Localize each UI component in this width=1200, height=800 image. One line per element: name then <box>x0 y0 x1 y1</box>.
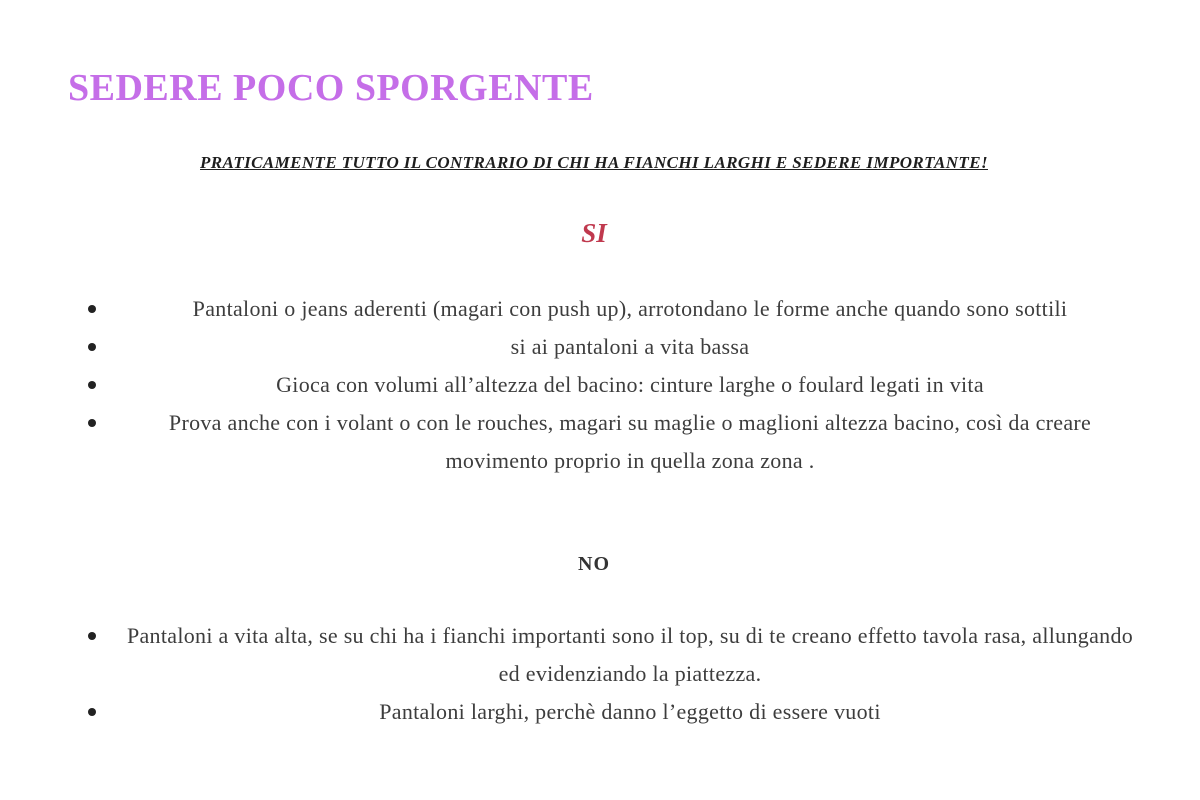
no-heading: NO <box>578 553 610 575</box>
no-list-item-text: Pantaloni larghi, perchè danno l’eggetto di essere vuoti <box>379 699 881 724</box>
si-heading: SI <box>581 218 607 248</box>
page-title: SEDERE POCO SPORGENTE <box>68 67 594 109</box>
si-list <box>88 290 1144 480</box>
no-list <box>88 617 1144 731</box>
bullet-icon <box>88 305 96 313</box>
bullet-icon <box>88 381 96 389</box>
si-list-item <box>88 404 1144 480</box>
bullet-icon <box>88 419 96 427</box>
si-list-item <box>88 328 1144 366</box>
si-list-item <box>88 366 1144 404</box>
bullet-icon <box>88 708 96 716</box>
si-list-item-text: Pantaloni o jeans aderenti (magari con push up), arrotondano le forme anche quando sono sottili <box>192 296 1068 321</box>
bullet-icon <box>88 632 96 640</box>
no-list-item-text: Pantaloni a vita alta, se su chi ha i fianchi importanti sono il top, su di te creano effetto tavola rasa, allungando ed evidenziando la piattezza. <box>126 623 1134 686</box>
si-list-item-text: Prova anche con i volant o con le rouches, magari su maglie o maglioni altezza bacino, così da creare movimento proprio in quella zona zona . <box>168 410 1092 473</box>
si-list-item <box>88 290 1144 328</box>
bullet-icon <box>88 343 96 351</box>
si-list-item-text: si ai pantaloni a vita bassa <box>510 334 750 359</box>
si-list-item-text: Gioca con volumi all’altezza del bacino: cinture larghe o foulard legati in vita <box>276 372 984 397</box>
no-list-item <box>88 617 1144 693</box>
no-list-item <box>88 693 1144 731</box>
subtitle: PRATICAMENTE TUTTO IL CONTRARIO DI CHI HA FIANCHI LARGHI E SEDERE IMPORTANTE! <box>200 153 988 172</box>
